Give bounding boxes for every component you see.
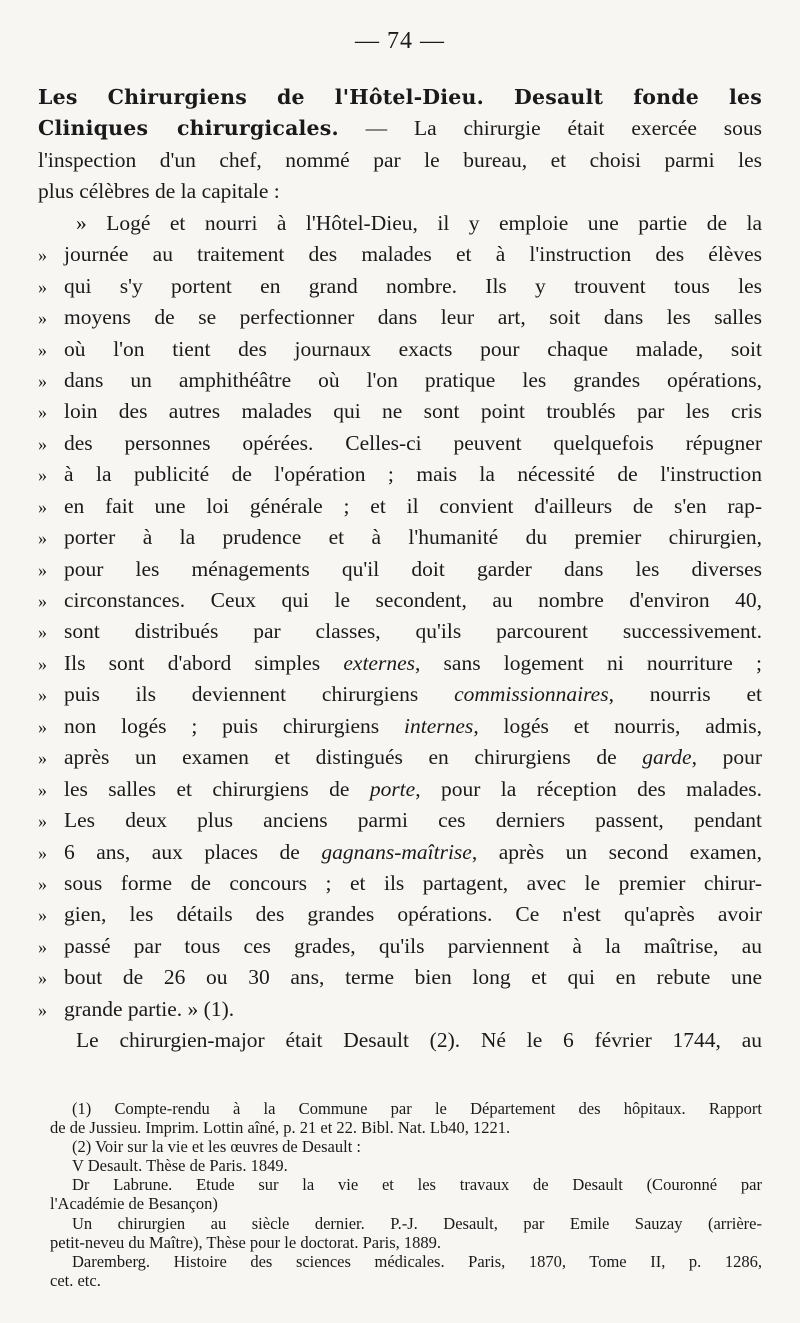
italic-term: porte [369, 776, 416, 801]
footnote-2-ref-cont: cet. etc. [50, 1270, 101, 1290]
quote-line: » qui s'y portent en grand nombre. Ils y trouvent tous les [38, 271, 762, 302]
quote-line: » circonstances. Ceux qui le secondent, au nombre d'environ 40, [38, 585, 762, 616]
quote-line: » non logés ; puis chirurgiens internes, logés et nourris, admis, [38, 711, 762, 742]
quote-mark: » [38, 245, 47, 266]
text-line: Le chirurgien-major était Desault (2). Né le 6 février 1744, au [76, 1028, 762, 1053]
heading-line-2 [38, 113, 762, 144]
text-line: plus célèbres de la capitale : [38, 179, 280, 204]
heading-line-1 [38, 82, 762, 113]
quote-line: » journée au traitement des malades et à l'instruction des élèves [38, 239, 762, 270]
footnote-2-ref: Dr Labrune. Etude sur la vie et les travaux de Desault (Couronné par [72, 1175, 762, 1195]
quote-line: » après un examen et distingués en chirurgiens de garde, pour [38, 742, 762, 773]
page-number: — 74 — [355, 28, 445, 54]
section-heading: Les Chirurgiens de l'Hôtel-Dieu. Desault fonde les [38, 85, 762, 109]
quote-line: » où l'on tient des journaux exacts pour chaque malade, soit [38, 334, 762, 365]
quote-line: » Ils sont d'abord simples externes, sans logement ni nourriture ; [38, 648, 762, 679]
text-line: l'inspection d'un chef, nommé par le bureau, et choisi parmi les [38, 147, 762, 172]
quote-mark: » [38, 968, 47, 989]
footnote-2: (2) Voir sur la vie et les œuvres de Desault : [72, 1137, 361, 1157]
quote-mark: » [38, 339, 47, 360]
quote-mark: » [38, 402, 47, 423]
quote-mark: » [38, 622, 47, 643]
quote-mark: » [38, 842, 47, 863]
quote-mark: » [38, 685, 47, 706]
quote-mark: » [38, 873, 47, 894]
quote-mark: » [38, 308, 47, 329]
quote-line: » des personnes opérées. Celles-ci peuvent quelquefois répugner [38, 428, 762, 459]
quote-line: » sous forme de concours ; et ils partagent, avec le premier chirur- [38, 868, 762, 899]
quote-line: » en fait une loi générale ; et il convient d'ailleurs de s'en rap- [38, 491, 762, 522]
quote-line: » Logé et nourri à l'Hôtel-Dieu, il y emploie une partie de la [76, 210, 762, 235]
quote-line: » dans un amphithéâtre où l'on pratique les grandes opérations, [38, 365, 762, 396]
quote-mark: » [38, 811, 47, 832]
italic-term: internes [404, 713, 474, 738]
quote-mark: » [38, 936, 47, 957]
italic-term: garde [642, 745, 692, 770]
footnotes [50, 1099, 762, 1290]
quote-mark: » [38, 905, 47, 926]
quote-line: » moyens de se perfectionner dans leur art, soit dans les salles [38, 302, 762, 333]
quote-line: » puis ils deviennent chirurgiens commissionnaires, nourris et [38, 679, 762, 710]
quote-mark: » [38, 465, 47, 486]
footnote-2-ref: V Desault. Thèse de Paris. 1849. [72, 1156, 288, 1176]
quote-mark: » [38, 779, 47, 800]
quote-mark: » [38, 559, 47, 580]
quote-line: » porter à la prudence et à l'humanité du premier chirurgien, [38, 522, 762, 553]
quote-mark: » [38, 496, 47, 517]
italic-term: commissionnaires [454, 682, 609, 707]
quote-line: » grande partie. » (1). [38, 994, 762, 1025]
quote-mark: » [38, 748, 47, 769]
quote-line: » Les deux plus anciens parmi ces derniers passent, pendant [38, 805, 762, 836]
quote-mark: » [38, 528, 47, 549]
footnote-1-cont: de de Jussieu. Imprim. Lottin aîné, p. 21 et 22. Bibl. Nat. Lb40, 1221. [50, 1118, 511, 1138]
quote-line: » à la publicité de l'opération ; mais la nécessité de l'instruction [38, 459, 762, 490]
footnote-1: (1) Compte-rendu à la Commune par le Département des hôpitaux. Rapport [72, 1099, 762, 1118]
footnote-2-ref-cont: petit-neveu du Maître), Thèse pour le doctorat. Paris, 1889. [50, 1232, 442, 1252]
quote-line: » bout de 26 ou 30 ans, terme bien long et qui en rebute une [38, 962, 762, 993]
quote-mark: » [38, 716, 47, 737]
text-segment: — La chirurgie était exercée sous [338, 116, 762, 141]
quote-line: » 6 ans, aux places de gagnans-maîtrise, après un second examen, [38, 837, 762, 868]
italic-term: gagnans-maîtrise [321, 839, 472, 864]
quote-line: » gien, les détails des grandes opérations. Ce n'est qu'après avoir [38, 899, 762, 930]
quote-mark: » [38, 653, 47, 674]
quote-line: » les salles et chirurgiens de porte, pour la réception des malades. [38, 774, 762, 805]
quote-line: » sont distribués par classes, qu'ils parcourent successivement. [38, 616, 762, 647]
quote-line: » pour les ménagements qu'il doit garder dans les diverses [38, 554, 762, 585]
quote-mark: » [38, 433, 47, 454]
italic-term: externes [343, 650, 415, 675]
quote-mark: » [38, 999, 47, 1020]
quote-mark: » [38, 370, 47, 391]
footnote-2-ref: Un chirurgien au siècle dernier. P.-J. Desault, par Emile Sauzay (arrière- [72, 1213, 762, 1233]
main-text [38, 82, 762, 1057]
footnote-2-ref: Daremberg. Histoire des sciences médicales. Paris, 1870, Tome II, p. 1286, [72, 1251, 762, 1271]
quote-mark: » [38, 591, 47, 611]
quote-line: » passé par tous ces grades, qu'ils parviennent à la maîtrise, au [38, 931, 762, 962]
footnote-2-ref-cont: l'Académie de Besançon) [50, 1194, 218, 1214]
section-heading-cont: Cliniques chirurgicales. [38, 116, 339, 141]
quote-line: » loin des autres malades qui ne sont point troublés par les cris [38, 396, 762, 427]
quote-mark: » [38, 276, 47, 297]
